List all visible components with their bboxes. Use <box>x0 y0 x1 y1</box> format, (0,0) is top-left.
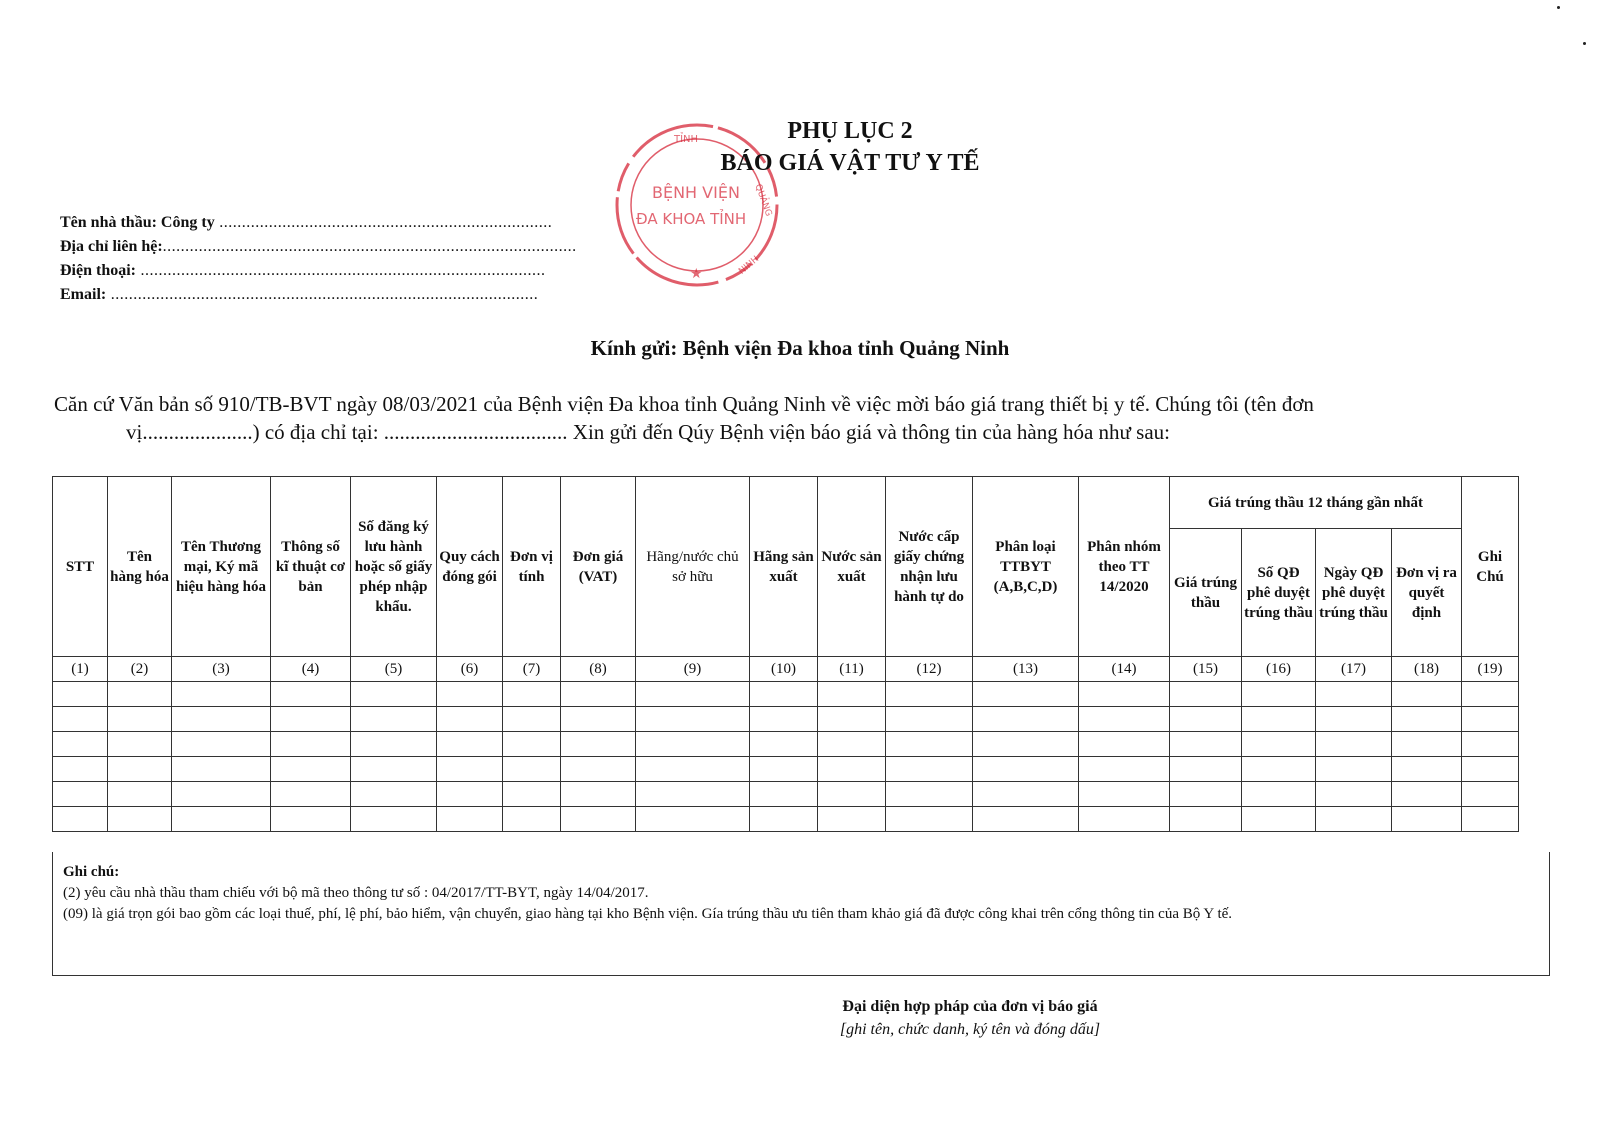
table-cell <box>1079 757 1170 782</box>
table-cell <box>886 682 973 707</box>
header-hang-nuoc: Hãng/nước chủ sở hữu <box>636 477 750 657</box>
table-cell <box>818 732 886 757</box>
address-label: Địa chỉ liên hệ: <box>60 238 163 255</box>
table-cell <box>1170 807 1242 832</box>
header-thong-so: Thông số kĩ thuật cơ bản <box>271 477 351 657</box>
table-cell <box>503 782 561 807</box>
table-cell <box>1462 807 1519 832</box>
table-cell <box>53 732 108 757</box>
table-cell <box>172 707 271 732</box>
table-cell <box>1392 757 1462 782</box>
table-cell <box>1079 807 1170 832</box>
table-cell <box>108 757 172 782</box>
table-cell <box>1392 707 1462 732</box>
table-cell <box>351 707 437 732</box>
table-cell <box>351 732 437 757</box>
table-cell <box>818 682 886 707</box>
table-cell <box>636 707 750 732</box>
table-cell <box>818 782 886 807</box>
table-cell <box>108 782 172 807</box>
col-index: (6) <box>437 657 503 682</box>
intro-paragraph <box>54 390 1554 446</box>
table-cell <box>1079 782 1170 807</box>
header-don-vi-qd: Đơn vị ra quyết định <box>1392 529 1462 657</box>
table-cell <box>53 782 108 807</box>
header-phan-nhom: Phân nhóm theo TT 14/2020 <box>1079 477 1170 657</box>
table-cell <box>271 807 351 832</box>
table-cell <box>750 807 818 832</box>
phone-dots: .......................................................................................... <box>136 262 546 279</box>
table-cell <box>1462 782 1519 807</box>
table-row <box>53 807 1519 832</box>
contractor-label: Tên nhà thầu: Công ty <box>60 214 215 231</box>
signature-hint: [ghi tên, chức danh, ký tên và đóng dấu] <box>839 1021 1101 1038</box>
table-cell <box>271 757 351 782</box>
table-cell <box>437 682 503 707</box>
header-don-vi-tinh: Đơn vị tính <box>503 477 561 657</box>
table-cell <box>1392 807 1462 832</box>
col-index: (4) <box>271 657 351 682</box>
table-cell <box>886 707 973 732</box>
col-index: (15) <box>1170 657 1242 682</box>
quotation-table <box>52 476 1519 832</box>
header-gia-trung-thau: Giá trúng thầu <box>1170 529 1242 657</box>
table-cell <box>351 782 437 807</box>
header-so-qd: Số QĐ phê duyệt trúng thầu <box>1242 529 1316 657</box>
table-cell <box>973 757 1079 782</box>
table-cell <box>271 682 351 707</box>
table-cell <box>750 707 818 732</box>
table-cell <box>437 807 503 832</box>
table-cell <box>108 682 172 707</box>
address-line <box>60 238 577 256</box>
salutation: Kính gửi: Bệnh viện Đa khoa tỉnh Quảng Ninh <box>590 336 1010 360</box>
contractor-line <box>60 214 552 232</box>
table-cell <box>1170 707 1242 732</box>
table-cell <box>561 732 636 757</box>
table-cell <box>561 707 636 732</box>
table-cell <box>886 782 973 807</box>
header-ten-thuong-mai: Tên Thương mại, Ký mã hiệu hàng hóa <box>172 477 271 657</box>
table-cell <box>503 732 561 757</box>
table-cell <box>1316 732 1392 757</box>
appendix-title: PHỤ LỤC 2 <box>787 118 913 144</box>
table-cell <box>1462 707 1519 732</box>
table-cell <box>1316 682 1392 707</box>
table-cell <box>108 807 172 832</box>
table-row <box>53 732 1519 757</box>
table-cell <box>53 807 108 832</box>
table-cell <box>973 807 1079 832</box>
col-index: (1) <box>53 657 108 682</box>
header-phan-loai: Phân loại TTBYT (A,B,C,D) <box>973 477 1079 657</box>
table-cell <box>561 807 636 832</box>
col-index: (12) <box>886 657 973 682</box>
email-dots: ............................................................................................... <box>106 286 539 303</box>
intro-line-1: Căn cứ Văn bản số 910/TB-BVT ngày 08/03/2021 của Bệnh viện Đa khoa tỉnh Quảng Ninh về việc mời báo giá trang thiết bị y tế. Chúng tôi (tên đơn <box>54 392 1314 416</box>
table-cell <box>1079 732 1170 757</box>
table-cell <box>1170 732 1242 757</box>
col-index: (11) <box>818 657 886 682</box>
table-cell <box>973 682 1079 707</box>
email-label: Email: <box>60 286 107 303</box>
stamp-text-bottom: NINH <box>737 254 762 277</box>
table-cell <box>503 707 561 732</box>
table-row <box>53 707 1519 732</box>
address-dots: ............................................................................................ <box>162 238 577 255</box>
col-index: (7) <box>503 657 561 682</box>
col-index: (5) <box>351 657 437 682</box>
table-cell <box>1392 782 1462 807</box>
table-cell <box>750 732 818 757</box>
phone-line <box>60 262 546 280</box>
table-cell <box>1392 732 1462 757</box>
document-title: BÁO GIÁ VẬT TƯ Y TẾ <box>720 150 980 176</box>
table-cell <box>108 707 172 732</box>
col-index: (18) <box>1392 657 1462 682</box>
col-index: (2) <box>108 657 172 682</box>
notes-title: Ghi chú: <box>63 864 120 880</box>
table-cell <box>1079 682 1170 707</box>
table-cell <box>636 732 750 757</box>
table-cell <box>636 757 750 782</box>
table-cell <box>1316 782 1392 807</box>
table-cell <box>1462 757 1519 782</box>
table-cell <box>750 757 818 782</box>
table-cell <box>886 732 973 757</box>
table-cell <box>1316 807 1392 832</box>
intro-line-2: vị.....................) có địa chỉ tại: ................................... Xin gửi đến Qúy Bệnh viện báo giá và thông tin của hàng hóa như sau: <box>126 420 1171 444</box>
table-row <box>53 757 1519 782</box>
table-cell <box>561 682 636 707</box>
table-cell <box>172 732 271 757</box>
table-cell <box>1242 807 1316 832</box>
phone-label: Điện thoại: <box>60 262 136 279</box>
table-cell <box>973 707 1079 732</box>
col-index: (16) <box>1242 657 1316 682</box>
scan-mark <box>1557 6 1560 9</box>
table-cell <box>886 807 973 832</box>
table-cell <box>271 732 351 757</box>
table-cell <box>1242 757 1316 782</box>
table-cell <box>437 757 503 782</box>
header-so-dang-ky: Số đăng ký lưu hành hoặc số giấy phép nhập khẩu. <box>351 477 437 657</box>
col-index: (9) <box>636 657 750 682</box>
signature-title: Đại diện hợp pháp của đơn vị báo giá <box>842 998 1098 1015</box>
table-cell <box>503 757 561 782</box>
stamp-text-top: TỈNH <box>674 134 699 145</box>
header-group-gia-trung-thau: Giá trúng thầu 12 tháng gần nhất <box>1170 477 1462 529</box>
table-cell <box>818 807 886 832</box>
stamp-text-line1: BỆNH VIỆN <box>652 183 740 202</box>
table-cell <box>886 757 973 782</box>
table-cell <box>818 757 886 782</box>
table-cell <box>1462 682 1519 707</box>
table-cell <box>437 732 503 757</box>
notes-line-1: (2) yêu cầu nhà thầu tham chiếu với bộ mã theo thông tư số : 04/2017/TT-BYT, ngày 14/04/2017. <box>63 885 649 901</box>
blank-rows <box>53 682 1519 832</box>
table-cell <box>750 682 818 707</box>
table-cell <box>1392 682 1462 707</box>
table-cell <box>1242 682 1316 707</box>
email-line <box>60 286 538 304</box>
table-cell <box>503 807 561 832</box>
header-hang-san-xuat: Hãng sản xuất <box>750 477 818 657</box>
notes-line-2: (09) là giá trọn gói bao gồm các loại thuế, phí, lệ phí, bảo hiểm, vận chuyển, giao hàng tại kho Bệnh viện. Gía trúng thầu ưu tiên tham khảo giá đã được công khai trên cổng thông tin của Bộ Y tế. <box>63 906 1233 922</box>
table-cell <box>1316 707 1392 732</box>
table-cell <box>1170 782 1242 807</box>
table-cell <box>172 782 271 807</box>
table-cell <box>973 782 1079 807</box>
table-row <box>53 782 1519 807</box>
table-cell <box>1316 757 1392 782</box>
table-cell <box>53 757 108 782</box>
table-cell <box>503 682 561 707</box>
col-index: (19) <box>1462 657 1519 682</box>
table-cell <box>636 682 750 707</box>
table-cell <box>561 757 636 782</box>
contractor-dots: .......................................................................... <box>214 214 553 231</box>
col-index: (17) <box>1316 657 1392 682</box>
stamp-star: ★ <box>690 266 703 282</box>
table-cell <box>1079 707 1170 732</box>
table-cell <box>351 807 437 832</box>
table-cell <box>818 707 886 732</box>
header-nuoc-cap: Nước cấp giấy chứng nhận lưu hành tự do <box>886 477 973 657</box>
table-cell <box>351 682 437 707</box>
table-cell <box>172 757 271 782</box>
table-cell <box>437 707 503 732</box>
table-cell <box>351 757 437 782</box>
table-cell <box>636 782 750 807</box>
table-cell <box>750 782 818 807</box>
table-cell <box>271 782 351 807</box>
table-cell <box>561 782 636 807</box>
table-cell <box>973 732 1079 757</box>
header-stt: STT <box>53 477 108 657</box>
table-cell <box>172 807 271 832</box>
header-don-gia: Đơn giá (VAT) <box>561 477 636 657</box>
table-cell <box>636 807 750 832</box>
table-cell <box>437 782 503 807</box>
red-seal-stamp <box>612 120 782 290</box>
col-index: (3) <box>172 657 271 682</box>
col-index: (10) <box>750 657 818 682</box>
column-index-row <box>53 657 1519 682</box>
header-ten-hang-hoa: Tên hàng hóa <box>108 477 172 657</box>
header-ngay-qd: Ngày QĐ phê duyệt trúng thầu <box>1316 529 1392 657</box>
table-row <box>53 682 1519 707</box>
header-ghi-chu: Ghi Chú <box>1462 477 1519 657</box>
table-cell <box>1462 732 1519 757</box>
table-cell <box>53 707 108 732</box>
table-cell <box>1242 782 1316 807</box>
col-index: (13) <box>973 657 1079 682</box>
table-cell <box>1170 757 1242 782</box>
notes-box <box>52 852 1550 976</box>
table-cell <box>1242 732 1316 757</box>
table-cell <box>108 732 172 757</box>
table-cell <box>271 707 351 732</box>
table-cell <box>53 682 108 707</box>
stamp-text-line2: ĐA KHOA TỈNH <box>636 210 747 228</box>
stamp-text-right: QUẢNG <box>752 182 774 218</box>
scan-mark <box>1583 42 1586 45</box>
col-index: (14) <box>1079 657 1170 682</box>
table-cell <box>1170 682 1242 707</box>
col-index: (8) <box>561 657 636 682</box>
header-quy-cach: Quy cách đóng gói <box>437 477 503 657</box>
table-cell <box>172 682 271 707</box>
table-cell <box>1242 707 1316 732</box>
header-nuoc-san-xuat: Nước sản xuất <box>818 477 886 657</box>
